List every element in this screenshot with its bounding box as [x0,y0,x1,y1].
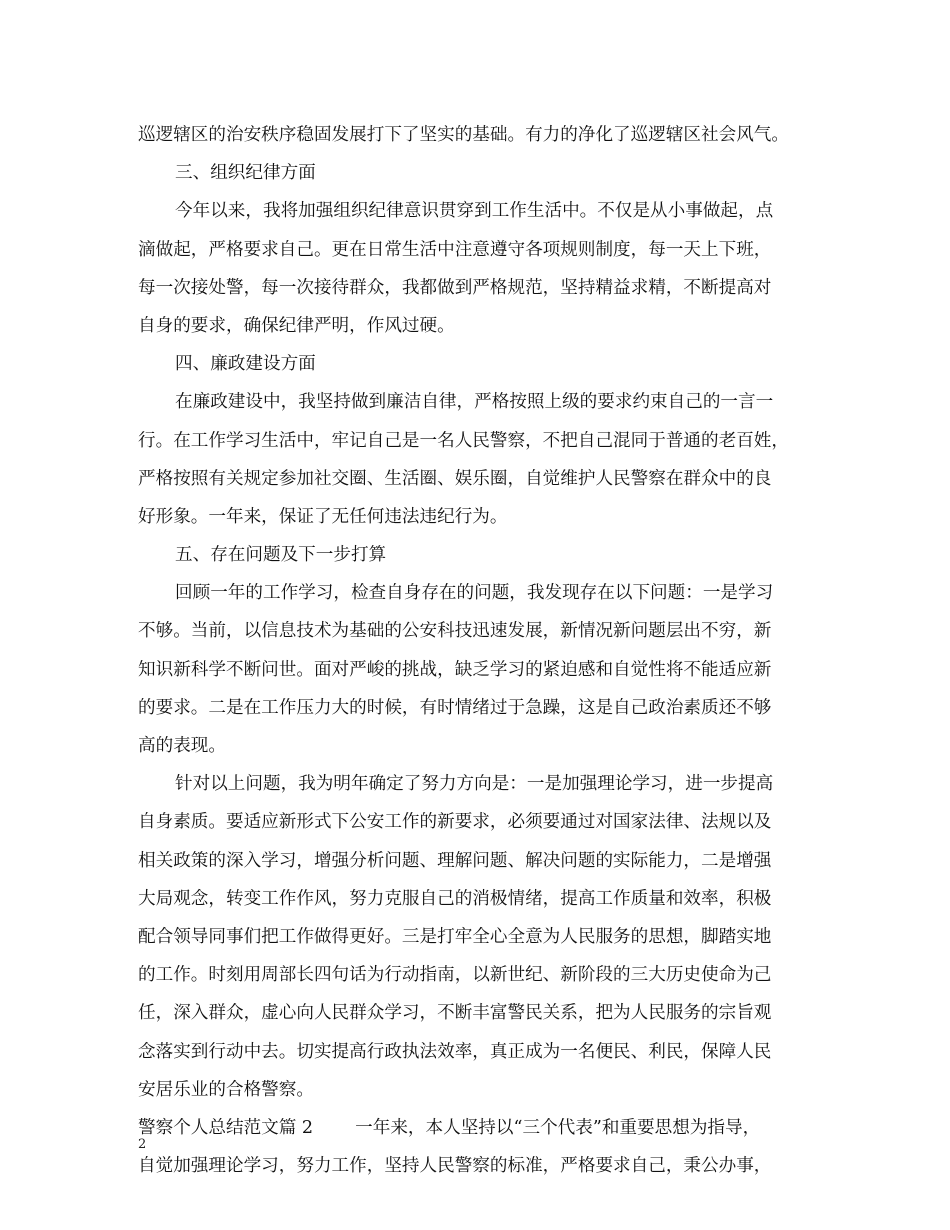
text-line: 的工作。时刻用周部长四句话为行动指南，以新世纪、新阶段的三大历史使命为己 [138,965,772,986]
text-line: 在廉政建设中，我坚持做到廉洁自律，严格按照上级的要求约束自己的一言一 [175,392,774,413]
section-heading-integrity: 四、廉政建设方面 [175,354,316,375]
text-line: 滴做起，严格要求自己。更在日常生活中注意遵守各项规则制度，每一天上下班， [138,239,772,260]
section-heading-organization-discipline: 三、组织纪律方面 [175,163,316,184]
text-line: 念落实到行动中去。切实提高行政执法效率，真正成为一名便民、利民，保障人民 [138,1041,772,1062]
section-title: 警察个人总结范文篇 2 [138,1117,314,1138]
text-line: 任，深入群众，虚心向人民群众学习，不断丰富警民关系，把为人民服务的宗旨观 [138,1003,772,1024]
text-line: 不够。当前，以信息技术为基础的公安科技迅速发展，新情况新问题层出不穷，新 [138,621,772,642]
text-line: 针对以上问题，我为明年确定了努力方向是：一是加强理论学习，进一步提高 [175,774,774,795]
text-line: 自觉加强理论学习，努力工作，坚持人民警察的标准，严格要求自己，秉公办事， [138,1156,772,1177]
document-body [138,116,818,1185]
text-line: 自身素质。要适应新形式下公安工作的新要求，必须要通过对国家法律、法规以及 [138,812,772,833]
text-line: 知识新科学不断问世。面对严峻的挑战，缺乏学习的紧迫感和自觉性将不能适应新 [138,659,772,680]
text-line: 的要求。二是在工作压力大的时候，有时情绪过于急躁，这是自己政治素质还不够 [138,697,772,718]
text-line: 配合领导同事们把工作做得更好。三是打牢全心全意为人民服务的思想，脚踏实地 [138,926,772,947]
page-number: 2 [138,1137,147,1152]
text-line: 巡逻辖区的治安秩序稳固发展打下了坚实的基础。有力的净化了巡逻辖区社会风气。 [138,125,789,145]
text-line: 安居乐业的合格警察。 [138,1079,314,1100]
text-line: 好形象。一年来，保证了无任何违法违纪行为。 [138,506,508,527]
text-line: 严格按照有关规定参加社交圈、生活圈、娱乐圈，自觉维护人民警察在群众中的良 [138,468,772,489]
section-heading-problems-plans: 五、存在问题及下一步打算 [175,545,387,566]
text-line: 每一次接处警，每一次接待群众，我都做到严格规范，坚持精益求精，不断提高对 [138,277,772,298]
section-intro: 一年来，本人坚持以“三个代表”和重要思想为指导， [355,1117,761,1138]
text-line: 大局观念，转变工作作风，努力克服自己的消极情绪，提高工作质量和效率，积极 [138,888,772,909]
text-line: 相关政策的深入学习，增强分析问题、理解问题、解决问题的实际能力，二是增强 [138,850,772,871]
text-line: 高的表现。 [138,736,226,756]
text-line: 行。在工作学习生活中，牢记自己是一名人民警察，不把自己混同于普通的老百姓， [138,430,789,451]
text-line: 今年以来，我将加强组织纪律意识贯穿到工作生活中。不仅是从小事做起，点 [175,201,774,222]
section-title-line [138,1109,818,1147]
text-line: 自身的要求，确保纪律严明，作风过硬。 [138,315,455,336]
text-line: 回顾一年的工作学习，检查自身存在的问题，我发现存在以下问题：一是学习 [175,583,774,604]
